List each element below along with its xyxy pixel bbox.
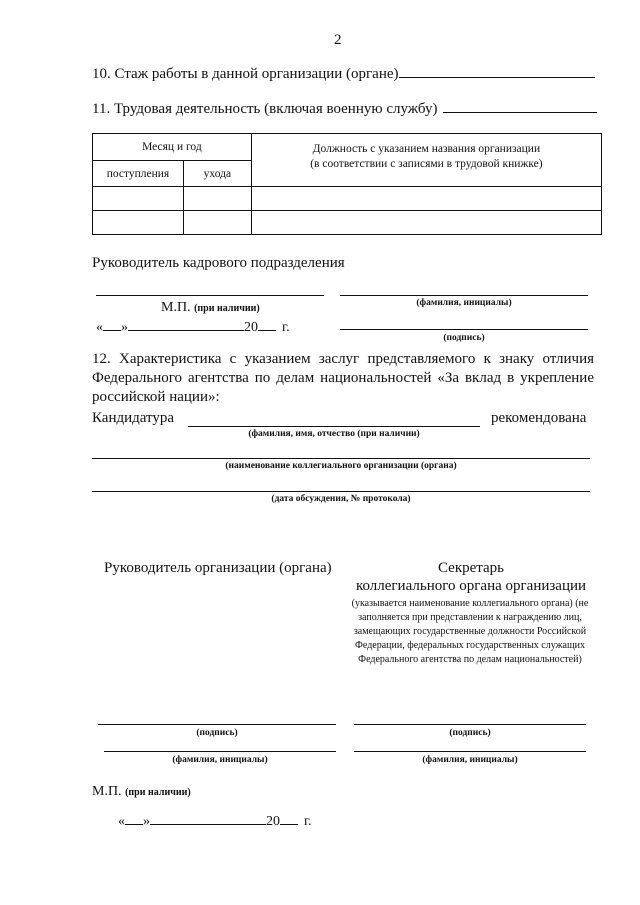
- page-number: 2: [334, 32, 342, 48]
- table-cell[interactable]: [183, 211, 251, 235]
- collegial-caption: (наименование коллегиального организации (органа): [225, 461, 457, 471]
- day-blank[interactable]: [125, 811, 143, 825]
- header-end: ухода: [183, 161, 251, 187]
- hr-signature-line[interactable]: [340, 329, 588, 330]
- table-cell[interactable]: [251, 211, 601, 235]
- item12-text: 12. Характеристика с указанием заслуг представляемого к знаку отличия Федерального агентства по делам национальностей «За вклад в укрепление российской нации»:: [92, 351, 594, 405]
- hr-signature-caption: (подпись): [443, 333, 485, 343]
- candidacy-recommended: рекомендована: [491, 410, 587, 426]
- collegial-line[interactable]: [92, 458, 590, 459]
- item10-label: [92, 64, 595, 83]
- mp2-note: (при наличии): [125, 787, 191, 798]
- month-blank[interactable]: [128, 317, 244, 331]
- date-close-quote: »: [121, 320, 128, 335]
- item11-label: [92, 99, 597, 118]
- item10-text: 10. Стаж работы в данной организации (органе): [92, 66, 399, 82]
- table-cell[interactable]: [93, 187, 184, 211]
- header-position: [251, 134, 601, 187]
- table-row: [93, 211, 602, 235]
- hr-sign-line[interactable]: [96, 295, 324, 296]
- item11-text: 11. Трудовая деятельность (включая военную службу): [92, 101, 438, 117]
- candidacy-caption: (фамилия, имя, отчество (при наличии): [248, 429, 420, 439]
- mp2-stamp: [92, 784, 191, 800]
- right-signature-caption: (подпись): [449, 728, 491, 738]
- date-open-quote: «: [96, 320, 103, 335]
- mp1-label: М.П.: [161, 300, 191, 315]
- year-prefix: 20: [244, 320, 258, 335]
- final-date: [118, 811, 312, 830]
- table-cell[interactable]: [93, 211, 184, 235]
- month-blank[interactable]: [150, 811, 266, 825]
- right-fio-caption: (фамилия, инициалы): [422, 755, 518, 765]
- hr-head-title: Руководитель кадрового подразделения: [92, 255, 345, 271]
- hr-date: [96, 317, 290, 336]
- table-cell[interactable]: [183, 187, 251, 211]
- table-cell[interactable]: [251, 187, 601, 211]
- org-head-title: Руководитель организации (органа): [104, 560, 332, 576]
- left-fio-line[interactable]: [104, 751, 336, 752]
- hr-fio-caption: (фамилия, инициалы): [416, 298, 512, 308]
- date-close-quote: »: [143, 814, 150, 829]
- work-history-table: [92, 133, 602, 235]
- mp1-stamp: [161, 300, 260, 316]
- mp1-note: (при наличии): [194, 303, 260, 314]
- header-start: поступления: [93, 161, 184, 187]
- day-blank[interactable]: [103, 317, 121, 331]
- left-fio-caption: (фамилия, инициалы): [172, 755, 268, 765]
- header-month-year: Месяц и год: [93, 134, 252, 161]
- year-blank[interactable]: [280, 811, 298, 825]
- item11-blank[interactable]: [443, 99, 597, 113]
- mp2-label: М.П.: [92, 784, 122, 799]
- left-signature-caption: (подпись): [196, 728, 238, 738]
- candidacy-line[interactable]: [188, 426, 480, 427]
- year-suffix: г.: [282, 320, 290, 335]
- discussion-caption: (дата обсуждения, № протокола): [271, 494, 411, 504]
- year-blank[interactable]: [258, 317, 276, 331]
- year-suffix: г.: [304, 814, 312, 829]
- date-open-quote: «: [118, 814, 125, 829]
- discussion-line[interactable]: [92, 491, 590, 492]
- secretary-title-line1: Секретарь: [437, 560, 505, 576]
- header-position-line2: (в соответствии с записями в трудовой книжке): [310, 158, 543, 170]
- header-position-line1: Должность с указанием названия организации: [312, 143, 541, 155]
- secretary-title-line2: коллегиального органа организации: [355, 578, 587, 594]
- year-prefix: 20: [266, 814, 280, 829]
- candidacy-label: Кандидатура: [92, 410, 175, 426]
- hr-fio-line[interactable]: [340, 295, 588, 296]
- right-signature-line[interactable]: [354, 724, 586, 725]
- left-signature-line[interactable]: [98, 724, 336, 725]
- item10-blank[interactable]: [399, 64, 595, 78]
- secretary-note: (указывается наименование коллегиального органа) (не заполняется при представлении к награждению лиц, замещающих государственные должности Российской Федерации, федеральных государственных служащих Федерального агентства по делам национальностей): [351, 598, 589, 665]
- right-fio-line[interactable]: [354, 751, 586, 752]
- table-row: [93, 187, 602, 211]
